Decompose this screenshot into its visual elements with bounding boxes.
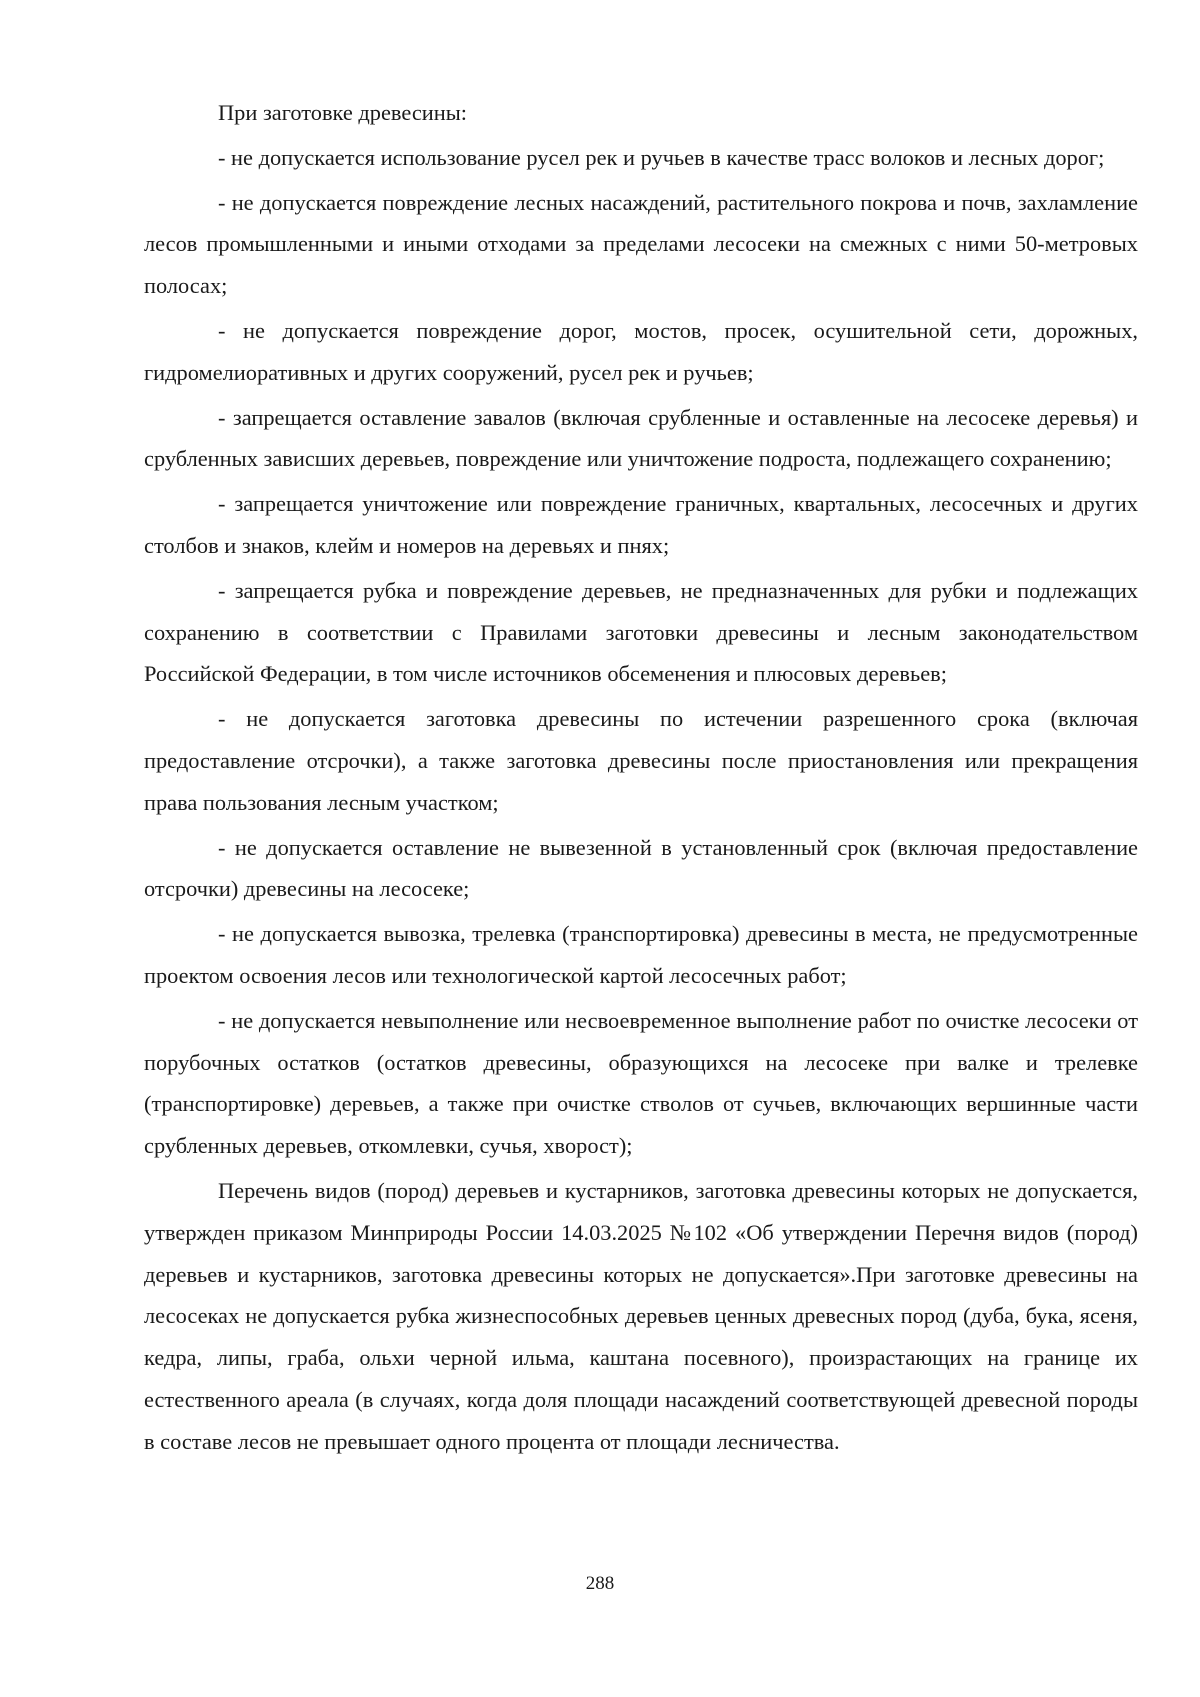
paragraph-closing: Перечень видов (пород) деревьев и кустарников, заготовка древесины которых не допускается, утвержден приказом Минприроды России 14.03.2025 №102 «Об утверждении Перечня видов (пород) деревьев и кустарников, заготовка древесины которых не допускается».При заготовке древесины на лесосеках не допускается рубка жизнеспособных деревьев ценных древесных пород (дуба, бука, ясеня, кедра, липы, граба, ольхи черной ильма, каштана посевного), произрастающих на границе их естественного ареала (в случаях, когда доля площади насаждений соответствующей древесной породы в составе лесов не превышает одного процента от площади лесничества. <box>144 1177 1138 1454</box>
paragraph-item: - запрещается уничтожение или повреждение граничных, квартальных, лесосечных и других столбов и знаков, клейм и номеров на деревьях и пнях; <box>144 491 1138 558</box>
paragraph-item: - не допускается оставление не вывезенной в установленный срок (включая предоставление отсрочки) древесины на лесосеке; <box>144 834 1138 902</box>
paragraph-intro: При заготовке древесины: <box>218 100 467 125</box>
paragraph-item: - запрещается рубка и повреждение деревьев, не предназначенных для рубки и подлежащих сохранению в соответствии с Правилами заготовки древесины и лесным законодательством Российской Федерации, в том числе источников обсеменения и плюсовых деревьев; <box>144 577 1138 687</box>
paragraph-item: - не допускается вывозка, трелевка (транспортировка) древесины в места, не предусмотренные проектом освоения лесов или технологической картой лесосечных работ; <box>144 921 1138 988</box>
page-number: 288 <box>585 1573 615 1594</box>
paragraph-item: - не допускается невыполнение или несвоевременное выполнение работ по очистке лесосеки от порубочных остатков (остатков древесины, образующихся на лесосеке при валке и трелевке (транспортировке) деревьев, а также при очистке стволов от сучьев, включающих вершинные части срубленных деревьев, откомлевки, сучья, хворост); <box>144 1007 1138 1159</box>
paragraph-item: - не допускается использование русел рек и ручьев в качестве трасс волоков и лесных дорог; <box>218 144 1105 170</box>
paragraph-item: - не допускается заготовка древесины по истечении разрешенного срока (включая предоставление отсрочки), а также заготовка древесины после приостановления или прекращения права пользования лесным участком; <box>144 706 1138 815</box>
paragraph-item: - запрещается оставление завалов (включая срубленные и оставленные на лесосеке деревья) и срубленных зависших деревьев, повреждение или уничтожение подроста, подлежащего сохранению; <box>144 404 1138 472</box>
paragraph-item: - не допускается повреждение дорог, мостов, просек, осушительной сети, дорожных, гидромелиоративных и других сооружений, русел рек и ручьев; <box>144 317 1138 385</box>
paragraph-item: - не допускается повреждение лесных насаждений, растительного покрова и почв, захламление лесов промышленными и иными отходами за пределами лесосеки на смежных с ними 50-метровых полосах; <box>144 189 1138 299</box>
document-body <box>144 92 1138 1466</box>
